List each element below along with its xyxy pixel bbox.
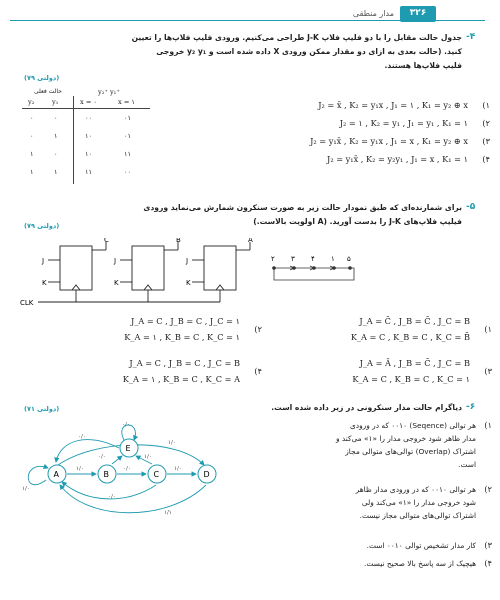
q4-text-line3: فلیپ فلاپ‌ها هستند. (384, 61, 462, 70)
table-cell: ۱ (30, 168, 34, 176)
option-text-line: اشتراک توالی‌های متوالی مجاز نیست. (359, 511, 476, 520)
state-node: B (103, 470, 109, 479)
table-cell: ۱ (30, 150, 34, 158)
table-col-x0: x = ۰ (80, 98, 97, 106)
option-text-line: شود خروجی مدار را «۱» می‌کند ولی (361, 498, 476, 507)
q5-option-1[interactable] (270, 316, 492, 346)
page-header (0, 0, 500, 26)
edge-label: ۱/۰ (144, 454, 152, 460)
option-text-line: اشتراک (Overlap) توالی‌های متوالی مجاز (345, 447, 476, 456)
ff-b-k-label: K (114, 279, 119, 287)
table-cell: ۱۰ (85, 150, 93, 158)
state-node: D (203, 470, 210, 479)
option-number: (۱ (484, 420, 492, 430)
q6-option-1[interactable] (240, 420, 492, 476)
table-cell: ۰ (30, 114, 34, 122)
option-number: (۳ (484, 366, 492, 376)
q5-counter-circuit (20, 238, 265, 310)
option-text-line: مدار ظاهر شود خروجی مدار را «۱» می‌کند و (335, 434, 476, 443)
table-col-y2: y₂ (28, 98, 35, 106)
edge-label: ۱/۰ (22, 486, 30, 492)
q5-text-line1: برای شمارنده‌ای که طبق نمودار حالت زیر به صورت سنکرون شمارش می‌نماید ورودی (143, 203, 462, 212)
option-line2: K_A = ۱ , K_B = C , K_C = A (122, 374, 240, 384)
table-cell: ۱۱ (124, 150, 132, 158)
q5-text-line2: فیلیپ فلاپ‌های J-K را بدست آورید. (A اولویت بالاست.) (253, 217, 462, 226)
output-a-label: A (248, 238, 253, 244)
ff-c-k-label: K (186, 279, 191, 287)
q6-option-3[interactable] (240, 540, 492, 554)
ff-b-j-label: J (114, 257, 117, 265)
ff-c-j-label: J (186, 257, 189, 265)
q5-option-4[interactable] (62, 358, 262, 388)
edge-label: ۰/۰ (122, 422, 130, 428)
q6-text-line1: دیاگرام حالت مدار سنکرونی در زیر داده شده است. (271, 403, 462, 412)
q6-option-2[interactable] (240, 484, 492, 528)
option-line1: J_A = C , J_B = C , J_C = ۱ (130, 316, 240, 326)
option-text: J₂ = y₁x̄ , K₂ = y₂y₁ , J₁ = x , K₁ = ۱ (327, 154, 468, 164)
sequence-state: ۵ (347, 255, 351, 263)
option-text: J₂ = x̄ , K₂ = y₁x , J₁ = ۱ , K₁ = y₂ ⊕ x (318, 100, 468, 110)
edge-label: ۰/۰ (98, 454, 106, 460)
option-number: (۴ (254, 366, 262, 376)
option-number: (۳ (482, 136, 490, 146)
option-line2: K_A = C , K_B = C , K_C = ۱ (352, 374, 470, 384)
table-head-next: y₂⁺ y₁⁺ (98, 88, 120, 96)
sequence-state: ۲ (271, 255, 275, 263)
table-cell: ۱ (54, 168, 58, 176)
option-number: (۱ (484, 324, 492, 334)
output-c-label: C (104, 238, 109, 244)
option-text-line: کار مدار تشخیص توالی ۰۰۱۰ است. (366, 541, 476, 550)
q5-option-2[interactable] (62, 316, 262, 346)
option-number: (۲ (484, 484, 492, 494)
section-title: مدار منطقی (352, 9, 394, 18)
q4-option-2[interactable] (200, 118, 490, 132)
q5-source-tag: (دولتی ۷۹) (24, 222, 60, 230)
q6-source-tag: (دولتی ۷۱) (24, 405, 60, 413)
state-node: C (153, 470, 160, 479)
q6-state-diagram (18, 418, 228, 528)
table-cell: ۰۰ (85, 114, 93, 122)
table-col-x1: x = ۱ (118, 98, 135, 106)
table-col-y1: y₁ (52, 98, 59, 106)
sequence-state: ۴ (311, 255, 315, 263)
q4-number: -۴ (466, 32, 476, 42)
q4-source-tag: (دولتی ۷۹) (24, 74, 60, 82)
clk-label: CLK (20, 299, 34, 307)
edge-label: ۰/۰ (78, 434, 86, 440)
table-cell: ۰۰ (124, 168, 132, 176)
option-line1: J_A = C̄ , J_B = C̄ , J_C = B (359, 316, 470, 326)
state-node: A (53, 470, 59, 479)
page-number: ۳۲۶ (409, 8, 427, 18)
table-cell: ۰ (54, 150, 58, 158)
option-text: J₂ = y₁x̄ , K₂ = y₁x , J₁ = x , K₁ = y₂ ⊕ x (310, 136, 468, 146)
edge-label: ۱/۰ (168, 440, 176, 446)
state-node: E (125, 444, 131, 453)
sequence-state: ۱ (331, 255, 335, 263)
option-line1: J_A = C , J_B = C , J_C = B (129, 358, 240, 368)
option-line2: K_A = C , K_B = C , K_C = B̄ (350, 332, 470, 342)
option-text-line: هر توالی (Seqence) ۰۰۱۰ که در ورودی (350, 421, 476, 430)
q6-number: -۶ (466, 402, 476, 412)
option-number: (۲ (482, 118, 490, 128)
q4-text-line2: کنید. (حالت بعدی به ازای دو مقدار ممکن ورودی X داده شده است و y₂ y₁ خروجی (156, 47, 462, 56)
edge-label: ۱/۰ (76, 466, 84, 472)
output-b-label: B (176, 238, 181, 244)
table-cell: ۰ (30, 132, 34, 140)
sequence-state: ۳ (291, 255, 295, 263)
table-cell: ۰۱ (124, 114, 132, 122)
q4-option-4[interactable] (200, 154, 490, 168)
option-text: J₂ = ۱ , K₂ = y₁ , J₁ = y₁ , K₁ = ۱ (339, 118, 468, 128)
edge-label: ۱/۰ (174, 466, 182, 472)
edge-label: ۱/۱ (164, 510, 172, 516)
option-text-line: هیچیک از سه پاسخ بالا صحیح نیست. (364, 559, 476, 568)
q4-option-1[interactable] (200, 100, 490, 114)
table-divider-h (22, 108, 150, 109)
option-text-line: است. (458, 460, 476, 469)
table-cell: ۱۱ (85, 168, 93, 176)
table-head-current: حالت فعلی (34, 88, 62, 95)
option-number: (۱ (482, 100, 490, 110)
q5-count-sequence (268, 250, 363, 290)
table-cell: ۱ (54, 132, 58, 140)
option-number: (۴ (484, 558, 492, 568)
edge-label: ۰/۰ (108, 494, 116, 500)
table-cell: ۰ (54, 114, 58, 122)
option-line2: K_A = ۱ , K_B = C , K_C = ۱ (124, 332, 240, 342)
q5-option-3[interactable] (270, 358, 492, 388)
ff-a-k-label: K (42, 279, 47, 287)
option-number: (۳ (484, 540, 492, 550)
edge-label: ۰/۰ (123, 466, 131, 472)
q5-number: -۵ (466, 202, 476, 212)
option-number: (۲ (254, 324, 262, 334)
q6-option-4[interactable] (240, 558, 492, 572)
table-cell: ۱۰ (85, 132, 93, 140)
option-text-line: هر توالی ۰۰۱۰ که در ورودی مدار ظاهر (355, 485, 476, 494)
q4-text-line1: جدول حالت مقابل را با دو فلیپ فلاپ J-K طراحی می‌کنیم. ورودی فلیپ فلاپ‌ها را تعیین (131, 33, 462, 42)
q4-option-3[interactable] (200, 136, 490, 150)
table-cell: ۰۱ (124, 132, 132, 140)
option-line1: J_A = Ā , J_B = C̄ , J_C = B (359, 358, 470, 368)
table-divider-v (73, 96, 74, 184)
option-number: (۴ (482, 154, 490, 164)
ff-a-j-label: J (42, 257, 45, 265)
